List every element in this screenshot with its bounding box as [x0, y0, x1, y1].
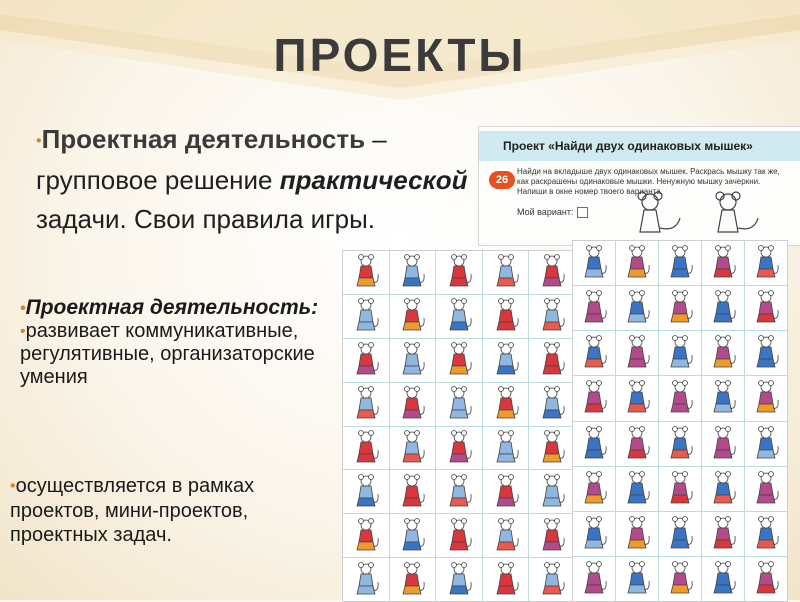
mouse-illustration: [622, 426, 652, 462]
mouse-illustration: [622, 380, 652, 416]
grid-cell: [573, 376, 615, 420]
grid-cell: [573, 467, 615, 511]
grid-cell: [483, 558, 529, 601]
grid-cell: [659, 286, 701, 330]
grid-cell: [659, 467, 701, 511]
mouse-illustration: [579, 335, 609, 371]
skills-text: развивает коммуникативные, регулятивные, организаторские умения: [20, 319, 315, 389]
answer-field: [517, 207, 588, 218]
grid-cell: [573, 331, 615, 375]
mouse-illustration: [537, 474, 567, 510]
mouse-illustration: [751, 245, 781, 281]
task-text: Найди на вкладыше двух одинаковых мышек. Раскрась мышку так же, как раскрашены одинаковые мышки. Ненужную мышку зачеркни. Напиши в окне номер твоего варианта.: [517, 167, 780, 196]
mouse-illustration: [622, 561, 652, 597]
grid-cell: [745, 422, 787, 466]
grid-cell: [436, 295, 482, 338]
mice-grid-left: [342, 250, 576, 602]
grid-cell: [529, 295, 575, 338]
worksheet-mice-illustration: [620, 188, 780, 240]
mouse-illustration: [579, 290, 609, 326]
mouse-illustration: [537, 298, 567, 334]
mice-grid-right: [572, 240, 788, 602]
mouse-illustration: [444, 518, 474, 554]
mouse-illustration: [708, 471, 738, 507]
mouse-illustration: [622, 245, 652, 281]
mouse-illustration: [665, 245, 695, 281]
mouse-illustration: [751, 380, 781, 416]
mouse-illustration: [579, 561, 609, 597]
emphasis-practical: практической: [279, 164, 468, 195]
mouse-illustration: [491, 430, 521, 466]
mouse-illustration: [665, 426, 695, 462]
mouse-illustration: [537, 518, 567, 554]
grid-cell: [659, 241, 701, 285]
mouse-illustration: [665, 561, 695, 597]
answer-label: Мой вариант:: [517, 207, 574, 217]
mouse-illustration: [351, 474, 381, 510]
mouse-illustration: [537, 430, 567, 466]
mouse-illustration: [444, 342, 474, 378]
grid-cell: [483, 427, 529, 470]
grid-cell: [436, 470, 482, 513]
grid-cell: [483, 295, 529, 338]
bullet-dot: •: [36, 132, 42, 150]
mouse-illustration: [708, 380, 738, 416]
mouse-illustration: [444, 298, 474, 334]
mouse-illustration: [444, 386, 474, 422]
grid-cell: [702, 241, 744, 285]
grid-cell: [573, 286, 615, 330]
mouse-illustration: [444, 430, 474, 466]
mouse-illustration: [622, 516, 652, 552]
grid-cell: [702, 467, 744, 511]
mouse-illustration: [751, 471, 781, 507]
paragraph-implementation: [10, 474, 340, 547]
grid-cell: [343, 251, 389, 294]
mouse-illustration: [351, 298, 381, 334]
mouse-illustration: [579, 426, 609, 462]
mouse-illustration: [537, 386, 567, 422]
mouse-illustration: [491, 518, 521, 554]
mouse-illustration: [491, 386, 521, 422]
bullet-dot: •: [10, 477, 16, 495]
mouse-illustration: [351, 386, 381, 422]
grid-cell: [659, 422, 701, 466]
grid-cell: [436, 514, 482, 557]
grid-cell: [390, 514, 436, 557]
mouse-illustration: [397, 430, 427, 466]
implementation-text: осуществляется в рамках проектов, мини-проектов, проектных задач.: [10, 475, 255, 546]
grid-cell: [659, 557, 701, 601]
grid-cell: [483, 383, 529, 426]
grid-cell: [343, 514, 389, 557]
mouse-illustration: [622, 290, 652, 326]
mouse-illustration: [751, 426, 781, 462]
grid-cell: [436, 427, 482, 470]
mouse-illustration: [444, 562, 474, 598]
skills-heading: Проектная деятельность:: [25, 296, 319, 319]
worksheet-header: Проект «Найди двух одинаковых мышек»: [479, 131, 800, 161]
mouse-illustration: [491, 562, 521, 598]
grid-cell: [659, 512, 701, 556]
mouse-illustration: [579, 245, 609, 281]
mouse-illustration: [444, 254, 474, 290]
definition-rest: задачи. Свои правила игры.: [36, 203, 376, 234]
mouse-illustration: [397, 254, 427, 290]
mouse-illustration: [537, 562, 567, 598]
grid-cell: [529, 470, 575, 513]
task-number-badge: 26: [489, 171, 515, 189]
grid-cell: [573, 512, 615, 556]
mouse-illustration: [708, 245, 738, 281]
grid-cell: [745, 286, 787, 330]
grid-cell: [436, 251, 482, 294]
mouse-illustration: [351, 562, 381, 598]
mouse-illustration: [397, 386, 427, 422]
grid-cell: [573, 422, 615, 466]
mouse-illustration: [491, 298, 521, 334]
grid-cell: [616, 331, 658, 375]
mouse-illustration: [351, 518, 381, 554]
paragraph-skills: [20, 296, 350, 389]
grid-cell: [659, 376, 701, 420]
grid-cell: [390, 339, 436, 382]
mouse-illustration: [491, 342, 521, 378]
grid-cell: [390, 558, 436, 601]
grid-cell: [436, 558, 482, 601]
grid-cell: [745, 557, 787, 601]
grid-cell: [390, 427, 436, 470]
mouse-illustration: [579, 380, 609, 416]
grid-cell: [745, 331, 787, 375]
mouse-illustration: [665, 471, 695, 507]
grid-cell: [529, 558, 575, 601]
grid-cell: [702, 512, 744, 556]
mouse-illustration: [665, 335, 695, 371]
mouse-illustration: [491, 474, 521, 510]
grid-cell: [483, 470, 529, 513]
mouse-illustration: [708, 516, 738, 552]
grid-cell: [659, 331, 701, 375]
mouse-illustration: [708, 561, 738, 597]
mouse-illustration: [751, 335, 781, 371]
mouse-illustration: [665, 290, 695, 326]
mouse-illustration: [397, 474, 427, 510]
paragraph-project-definition: [36, 120, 496, 239]
mouse-illustration: [751, 561, 781, 597]
mouse-illustration: [708, 426, 738, 462]
grid-cell: [343, 558, 389, 601]
mouse-illustration: [397, 342, 427, 378]
mouse-illustration: [622, 471, 652, 507]
mouse-illustration: [444, 474, 474, 510]
mouse-illustration: [751, 290, 781, 326]
mouse-illustration: [491, 254, 521, 290]
grid-cell: [483, 251, 529, 294]
mouse-illustration: [351, 254, 381, 290]
grid-cell: [483, 339, 529, 382]
grid-cell: [702, 557, 744, 601]
mouse-illustration: [397, 298, 427, 334]
grid-cell: [745, 467, 787, 511]
mouse-illustration: [397, 562, 427, 598]
grid-cell: [745, 376, 787, 420]
grid-cell: [483, 514, 529, 557]
grid-cell: [343, 470, 389, 513]
grid-cell: [702, 422, 744, 466]
mouse-illustration: [537, 342, 567, 378]
grid-cell: [436, 339, 482, 382]
mouse-illustration: [751, 516, 781, 552]
slide-title: ПРОЕКТЫ: [273, 29, 527, 81]
mouse-illustration: [579, 471, 609, 507]
grid-cell: [573, 241, 615, 285]
grid-cell: [616, 422, 658, 466]
grid-cell: [616, 241, 658, 285]
grid-cell: [702, 286, 744, 330]
grid-cell: [529, 251, 575, 294]
term-project-activity: Проектная деятельность: [41, 124, 366, 154]
definition-text: – групповое решение: [36, 124, 387, 195]
grid-cell: [529, 514, 575, 557]
grid-cell: [390, 251, 436, 294]
mouse-illustration: [665, 516, 695, 552]
grid-cell: [529, 383, 575, 426]
mouse-illustration: [537, 254, 567, 290]
bullet-dot: •: [20, 299, 26, 317]
mouse-illustration: [665, 380, 695, 416]
grid-cell: [390, 383, 436, 426]
grid-cell: [616, 286, 658, 330]
grid-cell: [343, 427, 389, 470]
bullet-dot: •: [20, 323, 26, 341]
grid-cell: [390, 295, 436, 338]
grid-cell: [616, 376, 658, 420]
grid-cell: [616, 557, 658, 601]
mouse-illustration: [579, 516, 609, 552]
grid-cell: [436, 383, 482, 426]
grid-cell: [573, 557, 615, 601]
mouse-illustration: [351, 430, 381, 466]
answer-box: [577, 207, 588, 218]
grid-cell: [529, 339, 575, 382]
grid-cell: [745, 241, 787, 285]
grid-cell: [745, 512, 787, 556]
grid-cell: [616, 512, 658, 556]
mouse-illustration: [397, 518, 427, 554]
mouse-illustration: [708, 290, 738, 326]
grid-cell: [616, 467, 658, 511]
mouse-illustration: [351, 342, 381, 378]
grid-cell: [390, 470, 436, 513]
mouse-illustration: [708, 335, 738, 371]
grid-cell: [702, 376, 744, 420]
grid-cell: [702, 331, 744, 375]
grid-cell: [529, 427, 575, 470]
mouse-illustration: [622, 335, 652, 371]
